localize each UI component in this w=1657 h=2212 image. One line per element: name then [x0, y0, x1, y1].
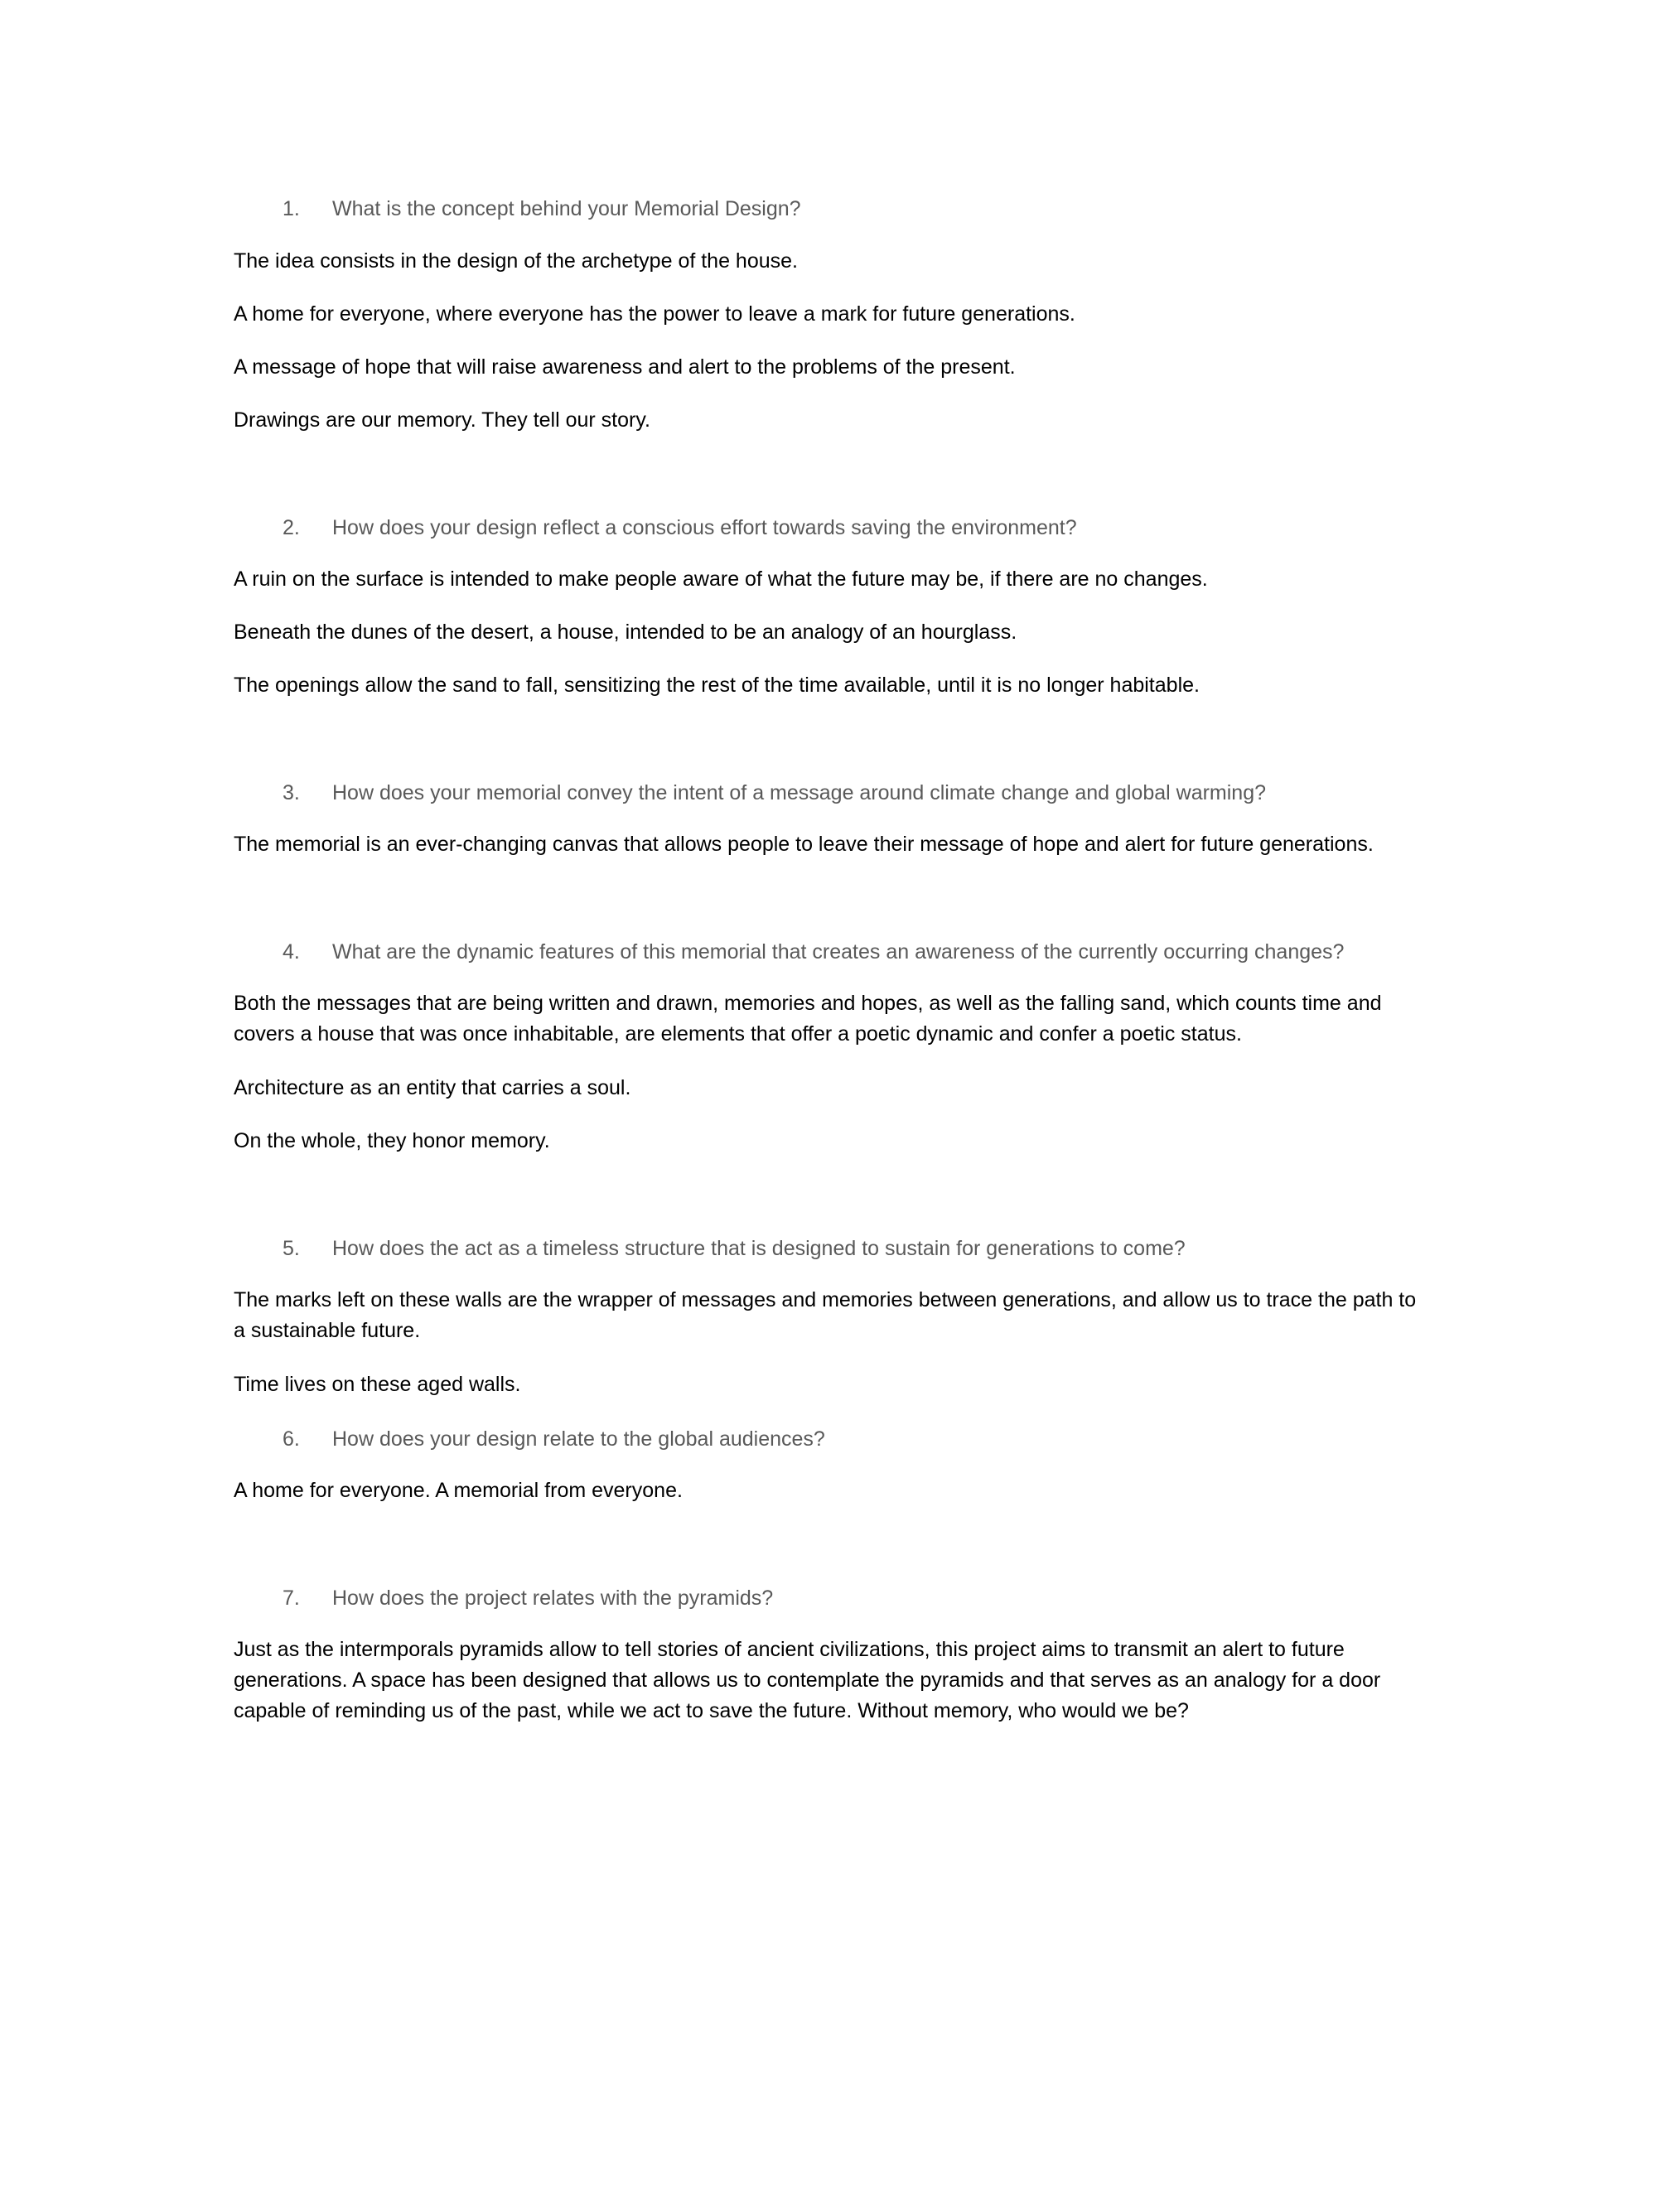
question-number: 5.	[283, 1237, 300, 1260]
question-number: 3.	[283, 781, 300, 804]
question-text: How does the act as a timeless structure that is designed to sustain for generations to come?	[332, 1237, 1186, 1260]
answer-paragraph: Beneath the dunes of the desert, a house, intended to be an analogy of an hourglass.	[234, 621, 1017, 644]
question-heading-6	[0, 1422, 1657, 1456]
question-text: How does your design relate to the global audiences?	[332, 1427, 825, 1451]
answer-paragraph: The openings allow the sand to fall, sensitizing the rest of the time available, until it is no longer habitable.	[234, 674, 1200, 697]
answer-paragraph: The idea consists in the design of the archetype of the house.	[234, 249, 798, 273]
question-number: 6.	[283, 1427, 300, 1451]
question-number: 4.	[283, 940, 300, 964]
question-number: 2.	[283, 516, 300, 539]
question-number: 7.	[283, 1587, 300, 1610]
answer-paragraph: The memorial is an ever-changing canvas that allows people to leave their message of hope and alert for future generations.	[234, 833, 1374, 856]
question-number: 1.	[283, 197, 300, 220]
question-heading-4	[0, 935, 1657, 968]
question-heading-5	[0, 1232, 1657, 1265]
answer-paragraph: Both the messages that are being written and drawn, memories and hopes, as well as the falling sand, which counts time and covers a house that was once inhabitable, are elements that offer a poetic dynamic and confer a poetic status.	[234, 992, 1382, 1046]
answer-paragraph: A home for everyone, where everyone has the power to leave a mark for future generations.	[234, 302, 1075, 326]
answer-paragraph: Drawings are our memory. They tell our story.	[234, 408, 650, 432]
question-text: What is the concept behind your Memorial Design?	[332, 197, 801, 220]
question-heading-3	[0, 776, 1657, 809]
question-heading-2	[0, 511, 1657, 544]
question-heading-1	[0, 192, 1657, 225]
answer-paragraph: A ruin on the surface is intended to make people aware of what the future may be, if there are no changes.	[234, 567, 1208, 591]
answer-paragraph: A message of hope that will raise awareness and alert to the problems of the present.	[234, 355, 1016, 379]
answer-paragraph: Architecture as an entity that carries a soul.	[234, 1076, 631, 1099]
answer-paragraph: Time lives on these aged walls.	[234, 1373, 521, 1396]
answer-paragraph: A home for everyone. A memorial from everyone.	[234, 1479, 683, 1502]
answer-paragraph: On the whole, they honor memory.	[234, 1129, 550, 1152]
question-text: How does your design reflect a conscious effort towards saving the environment?	[332, 516, 1077, 539]
question-heading-7	[0, 1582, 1657, 1615]
answer-paragraph: Just as the intermporals pyramids allow to tell stories of ancient civilizations, this project aims to transmit an alert to future generations. A space has been designed that allows us to contemplate the pyramids and that serves as an analogy for a door capable of reminding us of the past, while we act to save the future. Without memory, who would we be?	[234, 1638, 1381, 1722]
question-text: How does the project relates with the pyramids?	[332, 1587, 774, 1610]
answer-paragraph: The marks left on these walls are the wrapper of messages and memories between generations, and allow us to trace the path to a sustainable future.	[234, 1288, 1417, 1342]
question-text: What are the dynamic features of this memorial that creates an awareness of the currently occurring changes?	[332, 940, 1345, 964]
question-text: How does your memorial convey the intent of a message around climate change and global warming?	[332, 781, 1267, 804]
